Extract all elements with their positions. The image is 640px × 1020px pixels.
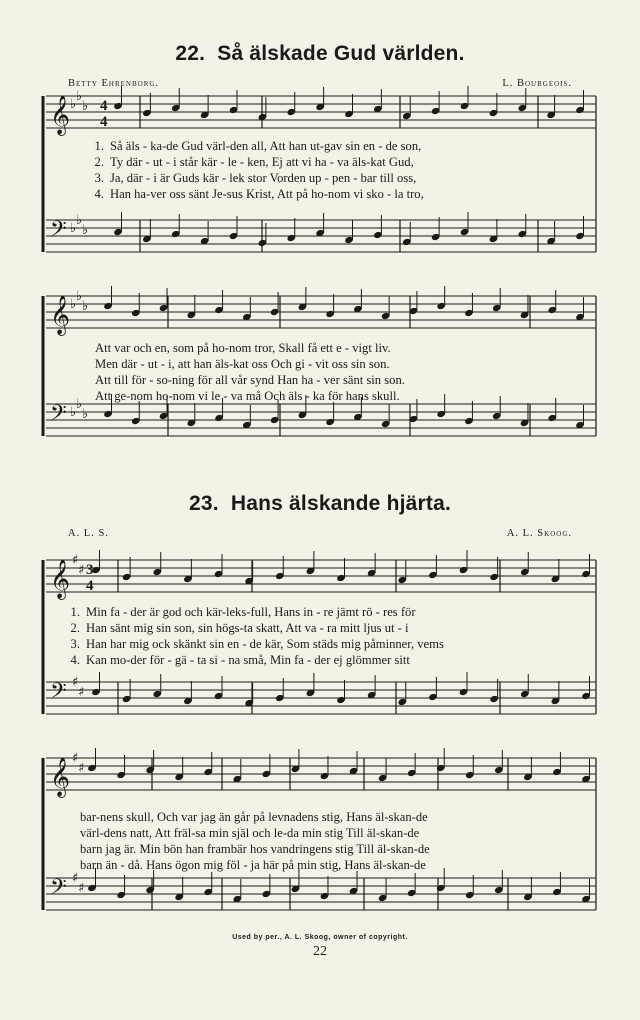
key-signature-icon: ♭ [82, 299, 89, 314]
treble-clef-icon: 𝄞 [50, 559, 71, 599]
key-signature-icon: ♭ [76, 397, 83, 412]
key-signature-icon: ♯ [72, 675, 79, 690]
time-signature-icon: 3 [86, 562, 94, 578]
key-signature-icon: ♭ [82, 407, 89, 422]
bass-clef-icon: 𝄢 [50, 679, 67, 709]
treble-clef-icon: 𝄞 [50, 757, 71, 797]
treble-clef-icon: 𝄞 [50, 295, 71, 335]
hymn-22-verse-1-line-2: Att var och en, som på ho-nom tror, Skall få ett e - vigt liv. [95, 341, 391, 355]
key-signature-icon: ♭ [70, 221, 77, 236]
key-signature-icon: ♯ [72, 751, 79, 766]
hymn-22-verse-2-line-1: 2. Ty där - ut - i står kär - le - ken, Ej att vi ha - va äls-kat Gud, [94, 155, 414, 169]
hymn-23-composer: A. L. Skoog. [506, 528, 572, 539]
key-signature-icon: ♯ [72, 553, 79, 568]
key-signature-icon: ♭ [76, 213, 83, 228]
hymn-23-verse-2-line-2: värl-dens natt, Att fräl-sa min själ och le-da min stig Till äl-skan-de [80, 826, 420, 840]
key-signature-icon: ♯ [72, 871, 79, 886]
hymn-23-number: 23. [188, 492, 219, 515]
copyright-notice: Used by per., A. L. Skoog, owner of copyright. [232, 934, 408, 941]
hymn-22-number: 22. [175, 42, 206, 65]
key-signature-icon: ♯ [78, 685, 85, 700]
key-signature-icon: ♯ [78, 563, 85, 578]
hymn-23-verse-3-line-2: barn jag är. Min bön han frambär hos vandringens stig Till äl-skan-de [80, 842, 430, 856]
hymn-23-title: Hans älskande hjärta. [230, 492, 451, 515]
hymn-22-verse-3-line-2: Att till för - so-ning för all vår synd Han ha - ver sänt sin son. [95, 373, 405, 387]
hymn-22-author: Betty Ehrenborg. [68, 78, 160, 89]
key-signature-icon: ♭ [70, 97, 77, 112]
bass-clef-icon: 𝄢 [50, 217, 67, 247]
page-number: 22 [313, 944, 327, 959]
time-signature-icon: 4 [100, 98, 108, 114]
hymn-23-verse-4-line-2: barn än - då. Hans ögon mig föl - ja här på min stig, Hans äl-skan-de [80, 858, 426, 872]
key-signature-icon: ♭ [82, 223, 89, 238]
key-signature-icon: ♭ [70, 297, 77, 312]
key-signature-icon: ♭ [82, 99, 89, 114]
hymn-22-verse-4-line-1: 4. Han ha-ver oss sänt Je-sus Krist, Att på ho-nom vi sko - la tro, [94, 187, 424, 201]
treble-clef-icon: 𝄞 [50, 95, 71, 135]
hymn-22-composer: L. Bourgeois. [502, 78, 572, 89]
key-signature-icon: ♭ [70, 405, 77, 420]
hymn-23-verse-3-line-1: 3. Han har mig ock skänkt sin en - de kär, Som städs mig påminner, vems [70, 637, 444, 651]
key-signature-icon: ♭ [76, 289, 83, 304]
bass-clef-icon: 𝄢 [50, 875, 67, 905]
bass-clef-icon: 𝄢 [50, 401, 67, 431]
key-signature-icon: ♭ [76, 89, 83, 104]
hymn-22-verse-2-line-2: Men där - ut - i, att han äls-kat oss Och gi - vit oss sin son. [95, 357, 390, 371]
hymn-23-verse-1-line-1: 1. Min fa - der är god och kär-leks-full, Hans in - re jämt rö - res för [70, 605, 416, 619]
hymn-23-verse-4-line-1: 4. Kan mo-der för - gä - ta si - na små, Min fa - der ej glömmer sitt [70, 653, 410, 667]
time-signature-icon: 4 [100, 114, 108, 130]
hymn-23-verse-1-line-2: bar-nens skull, Och var jag än går på levnadens stig, Hans äl-skan-de [80, 810, 428, 824]
key-signature-icon: ♯ [78, 761, 85, 776]
hymn-23-author: A. L. S. [68, 528, 109, 539]
time-signature-icon: 4 [86, 578, 94, 594]
hymn-22-verse-3-line-1: 3. Ja, där - i är Guds kär - lek stor Vorden up - pen - bar till oss, [94, 171, 417, 185]
hymn-22-title: Så älskade Gud världen. [217, 42, 465, 65]
hymn-22-verse-1-line-1: 1. Så äls - ka-de Gud värl-den all, Att han ut-gav sin en - de son, [94, 139, 422, 153]
hymn-23-verse-2-line-1: 2. Han sänt mig sin son, sin högs-ta skatt, Att va - ra mitt ljus ut - i [70, 621, 409, 635]
key-signature-icon: ♯ [78, 881, 85, 896]
hymn-22-verse-4-line-2: Att ge-nom ho-nom vi le - va må Och äls - ka för hans skull. [95, 389, 400, 403]
